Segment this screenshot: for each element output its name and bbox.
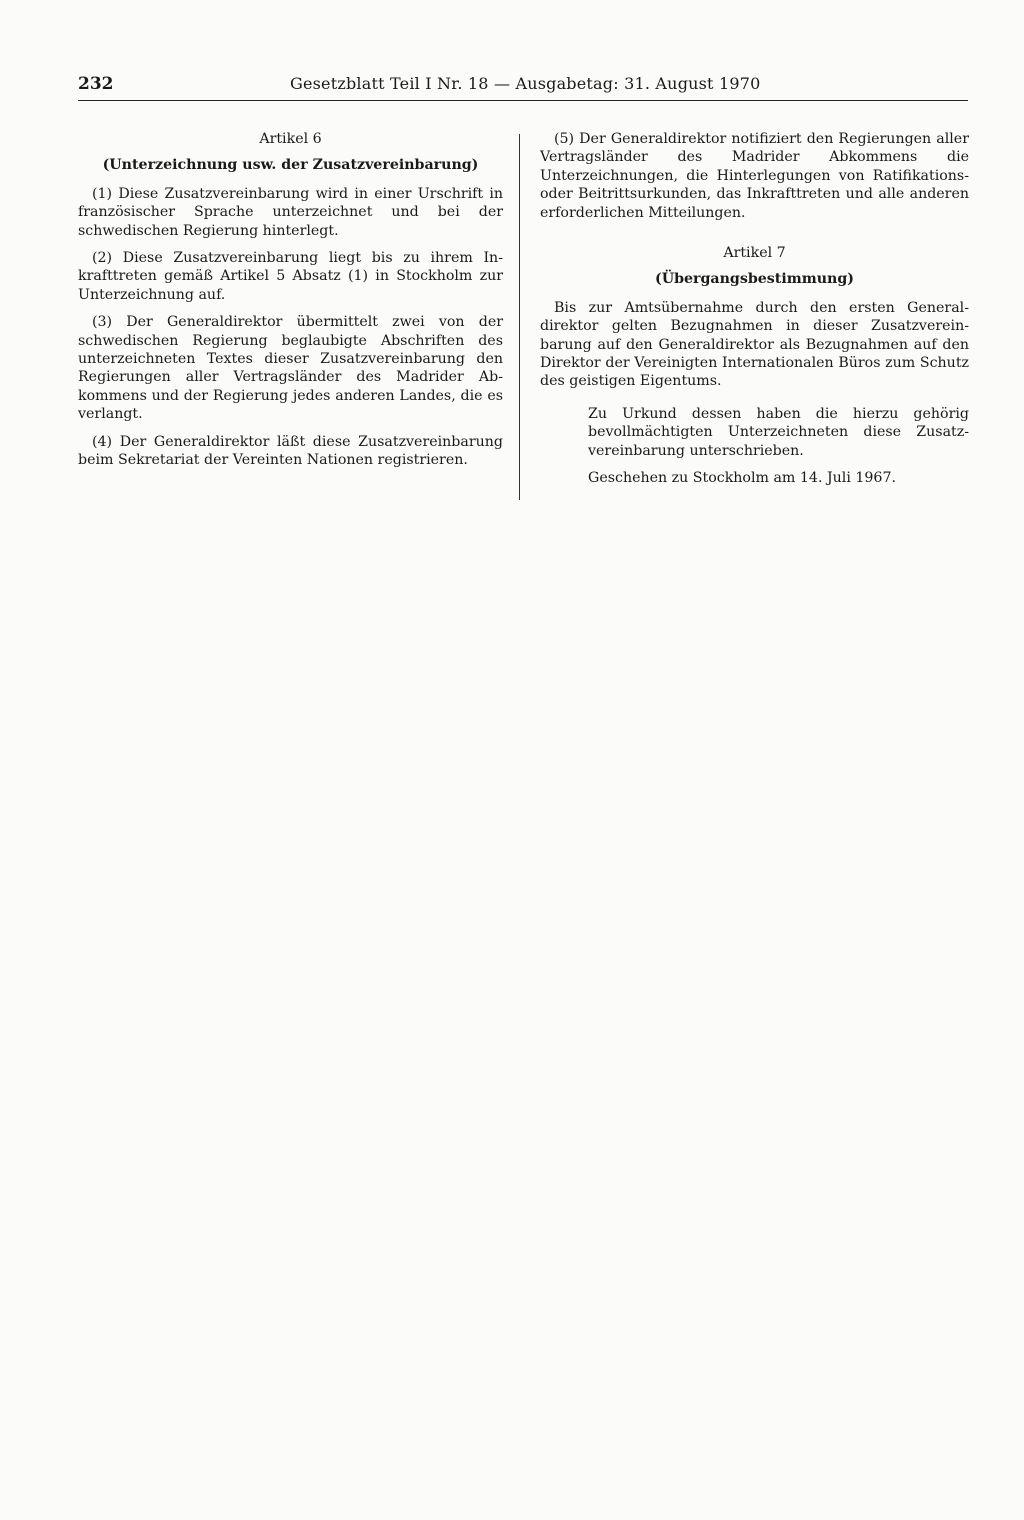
- paragraph-6-1: (1) Diese Zusatzvereinbarung wird in einer Urschrift in französischer Sprache unterzeichnet und bei der schwedischen Regierung hinterlegt.: [78, 185, 503, 239]
- page-number: 232: [78, 74, 114, 94]
- signature-line: Geschehen zu Stockholm am 14. Juli 1967.: [588, 470, 896, 487]
- article-7-title: Artikel 7: [723, 245, 786, 262]
- paragraph-6-3: (3) Der Generaldirektor übermittelt zwei von der schwedischen Regierung beglaubigte Abschriften des unterzeichneten Textes dieser Zusatzvereinbarung den Regierungen aller Vertragsländer des Madrider Abkommens und der Regierung jedes anderen Landes, die es verlangt.: [78, 314, 503, 423]
- header-title: Gesetzblatt Teil I Nr. 18 — Ausgabetag: 31. August 1970: [290, 74, 761, 93]
- left-column: [78, 130, 503, 479]
- page-header: [78, 72, 968, 101]
- closing-block: [588, 405, 969, 488]
- paragraph-6-4: (4) Der Generaldirektor läßt diese Zusatzvereinbarung beim Sekretariat der Vereinten Nationen registrieren.: [78, 433, 503, 469]
- article-7-subtitle: (Übergangsbestimmung): [654, 271, 854, 288]
- closing-statement: Zu Urkund dessen haben die hierzu gehörig bevollmächtigten Unterzeichneten diese Zusatzvereinbarung unterschrieben.: [588, 405, 969, 459]
- right-column: [540, 130, 969, 497]
- paragraph-6-5: (5) Der Generaldirektor notifiziert den Regierungen aller Vertragsländer des Madrider Abkommens die Unterzeichnungen, die Hinterlegungen von Ratifikations- oder Beitrittsurkunden, das Inkrafttreten und alle anderen erforderlichen Mitteilungen.: [540, 131, 969, 221]
- column-divider: [519, 134, 520, 500]
- article-6-subtitle: (Unterzeichnung usw. der Zusatzvereinbarung): [102, 157, 479, 174]
- article-6-title: Artikel 6: [259, 131, 322, 147]
- paragraph-6-2: (2) Diese Zusatzvereinbarung liegt bis zu ihrem Inkrafttreten gemäß Artikel 5 Absatz (1) in Stockholm zur Unterzeichnung auf.: [78, 250, 503, 303]
- paragraph-7: Bis zur Amtsübernahme durch den ersten Generaldirektor gelten Bezugnahmen in dieser Zusatzvereinbarung auf den Generaldirektor als Bezugnahmen auf den Direktor der Vereinigten Internationalen Büros zum Schutz des geistigen Eigentums.: [540, 299, 969, 390]
